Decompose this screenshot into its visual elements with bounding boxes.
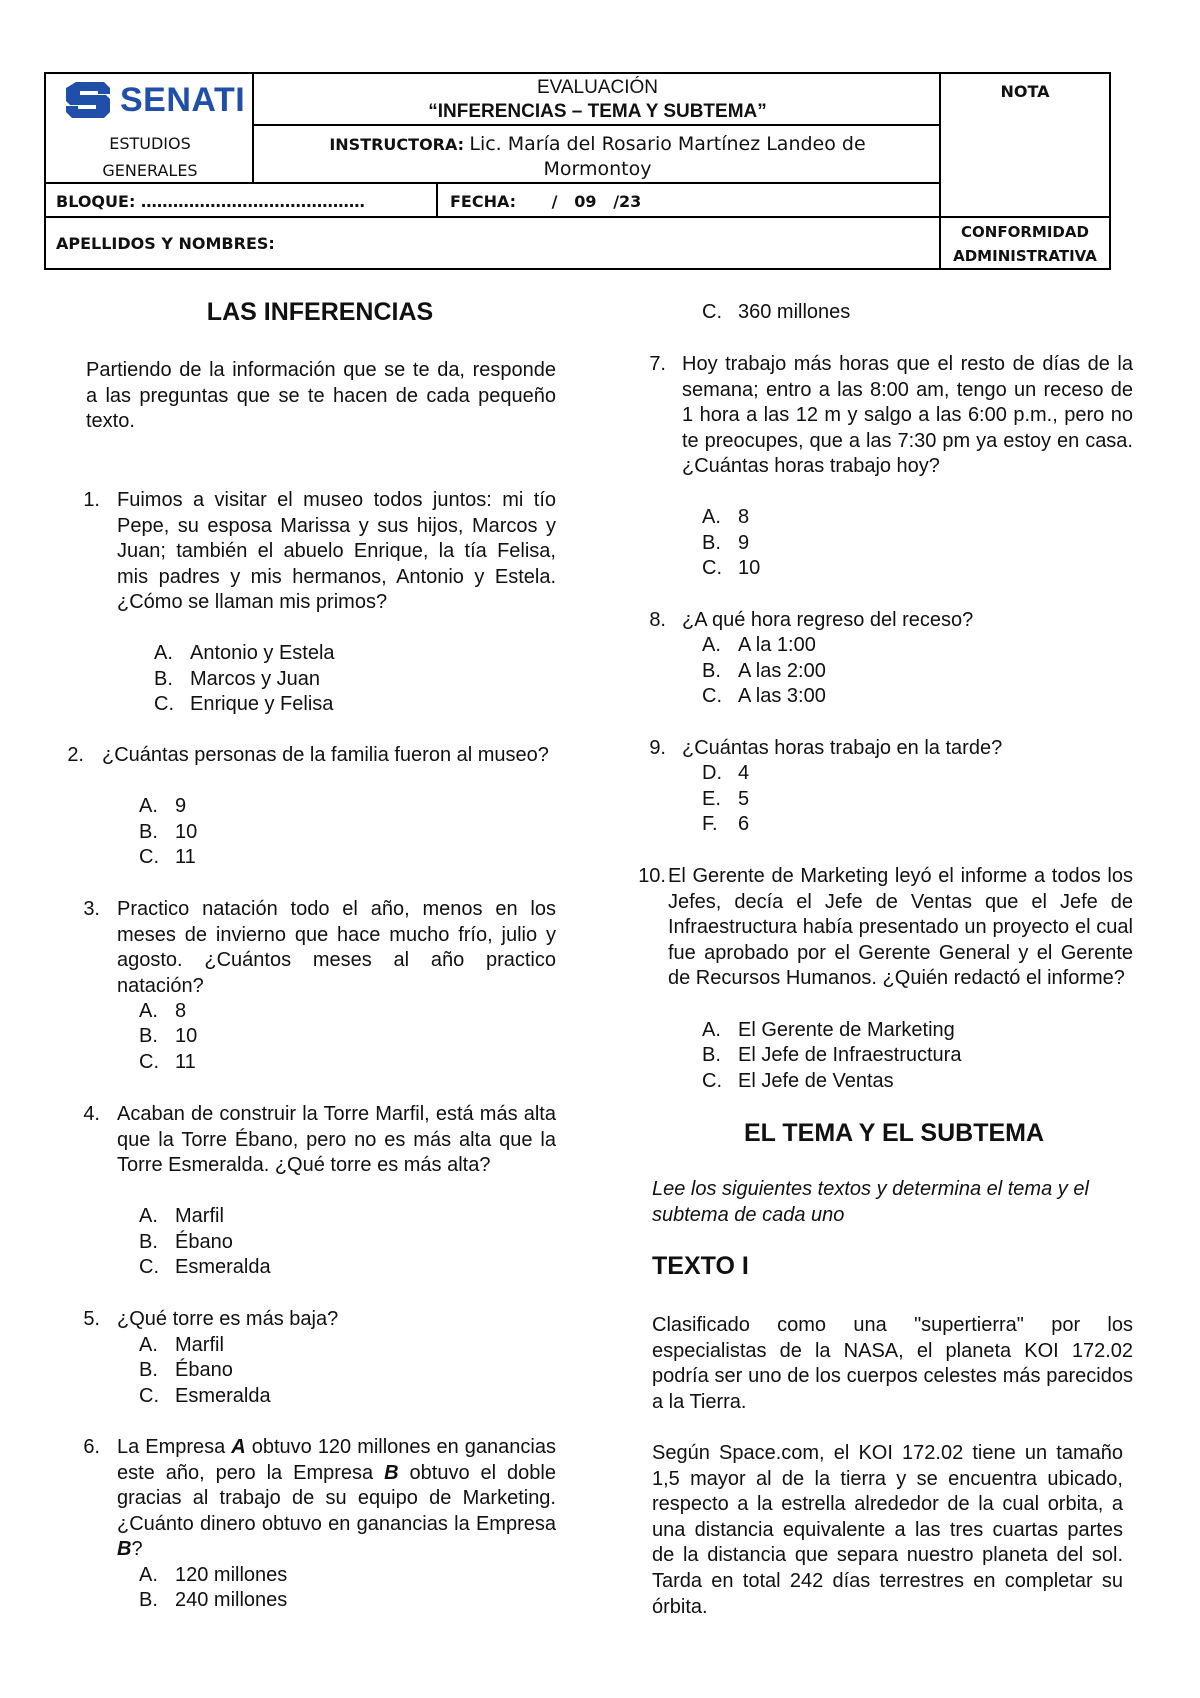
- evaluation-title-cell: [256, 74, 939, 126]
- option-letter: C.: [139, 1385, 159, 1407]
- option-letter: A.: [154, 642, 173, 664]
- question-text: ¿A qué hora regreso del receso?: [682, 609, 974, 631]
- option-text: 9: [175, 795, 187, 817]
- answer-option[interactable]: [702, 1069, 894, 1095]
- option-letter: C.: [702, 301, 722, 323]
- answer-option[interactable]: [139, 820, 197, 846]
- question-text: [117, 1435, 556, 1563]
- option-text: 120 millones: [175, 1564, 288, 1586]
- option-text: A las 2:00: [738, 660, 826, 682]
- option-letter: A.: [139, 1000, 158, 1022]
- answer-option[interactable]: [702, 684, 826, 710]
- option-letter: C.: [139, 846, 159, 868]
- question-text: ¿Cuántas personas de la familia fueron al museo?: [102, 744, 549, 766]
- company-b-label: B: [117, 1538, 132, 1561]
- option-letter: C.: [702, 557, 722, 579]
- grade-label: NOTA: [1000, 82, 1050, 101]
- block-label: BLOQUE: ……………………………………: [56, 192, 365, 211]
- question-text-part: La Empresa: [117, 1436, 232, 1458]
- option-text: Marfil: [175, 1334, 224, 1356]
- question-number: 4.: [83, 1103, 100, 1125]
- senati-logo: [64, 80, 245, 120]
- logo-cell: [46, 74, 254, 184]
- date-field[interactable]: [438, 186, 939, 216]
- option-text: 10: [738, 557, 761, 579]
- evaluation-label: EVALUACIÓN: [536, 77, 659, 98]
- option-letter: B.: [702, 1044, 721, 1066]
- answer-option[interactable]: [702, 1043, 961, 1069]
- company-b-label: B: [384, 1461, 399, 1484]
- option-text: 4: [738, 762, 750, 784]
- answer-option[interactable]: [139, 1358, 233, 1384]
- question-text: Fuimos a visitar el museo todos juntos: mi tío Pepe, su esposa Marissa y sus hijos, Marcos y Juan; también el abuelo Enrique, la tía Felisa, mis padres y mis hermanos, Antonio y Estela. ¿Cómo se llaman mis primos?: [117, 489, 556, 614]
- option-text: 9: [738, 532, 750, 554]
- option-text: 11: [175, 1051, 196, 1073]
- name-field[interactable]: [46, 218, 939, 270]
- answer-option[interactable]: [139, 845, 196, 871]
- option-letter: A.: [702, 506, 721, 528]
- option-letter: C.: [139, 1256, 159, 1278]
- option-text: Marcos y Juan: [190, 668, 321, 690]
- answer-option[interactable]: [139, 1588, 287, 1614]
- date-label: FECHA:: [450, 192, 517, 211]
- area-label: [46, 130, 254, 184]
- option-text: Marfil: [175, 1205, 224, 1227]
- instructor-label: INSTRUCTORA:: [329, 135, 465, 154]
- grade-cell[interactable]: [941, 74, 1109, 214]
- option-letter: F.: [702, 813, 718, 835]
- answer-option[interactable]: [139, 794, 186, 820]
- option-letter: E.: [702, 788, 721, 810]
- answer-option[interactable]: [154, 641, 335, 667]
- admin-approval-cell: [941, 218, 1109, 270]
- option-text: 6: [738, 813, 750, 835]
- option-text: 10: [175, 821, 198, 843]
- option-letter: D.: [702, 762, 722, 784]
- text-one-paragraph-1: Clasificado como una "supertierra" por los especialistas de la NASA, el planeta KOI 172.02 podría ser uno de los cuerpos celestes más parecidos a la Tierra.: [652, 1314, 1133, 1413]
- option-text: Ébano: [175, 1359, 233, 1381]
- name-label: APELLIDOS Y NOMBRES:: [56, 234, 275, 253]
- answer-option[interactable]: [139, 1024, 197, 1050]
- option-text: Enrique y Felisa: [190, 693, 334, 715]
- option-text: Esmeralda: [175, 1256, 271, 1278]
- option-letter: C.: [702, 685, 722, 707]
- answer-option[interactable]: [702, 505, 749, 531]
- area-label-line-1: ESTUDIOS: [109, 134, 191, 153]
- option-text: 8: [738, 506, 750, 528]
- question-number: 10.: [638, 865, 666, 887]
- text-one-paragraph-2: Según Space.com, el KOI 172.02 tiene un tamaño 1,5 mayor al de la tierra y se encuentra ubicado, respecto a la estrella alrededor de la cual orbita, a una distancia equivalente a las tres cuartas partes de la distancia que separa nuestro planeta del sol. Tarda en total 242 días terrestres en completar su órbita.: [652, 1442, 1123, 1618]
- option-text: A la 1:00: [738, 634, 816, 656]
- question-number: 9.: [649, 737, 666, 759]
- question-number: 2.: [67, 744, 84, 766]
- question-number: 1.: [83, 489, 100, 511]
- answer-option[interactable]: [702, 300, 850, 326]
- answer-option[interactable]: [139, 999, 186, 1025]
- option-letter: B.: [154, 668, 173, 690]
- option-text: 360 millones: [738, 301, 851, 323]
- instructor-cell: [256, 128, 939, 184]
- inferences-intro: Partiendo de la información que se te da, responde a las preguntas que se te hacen de cada pequeño texto.: [86, 359, 556, 433]
- question-text: El Gerente de Marketing leyó el informe a todos los Jefes, decía el Jefe de Ventas que el Jefe de Infraestructura había presentado un proyecto el cual fue aprobado por el Gerente General y el Gerente de Recursos Humanos. ¿Quién redactó el informe?: [668, 865, 1133, 990]
- option-text: 8: [175, 1000, 187, 1022]
- option-letter: A.: [139, 1205, 158, 1227]
- question-text-part: obtuvo el doble gracias al trabajo de su equipo de Marketing. ¿Cuánto dinero obtuvo en ganancias la Empresa: [117, 1461, 556, 1535]
- answer-option[interactable]: [702, 787, 749, 813]
- answer-option[interactable]: [154, 667, 320, 693]
- option-text: A las 3:00: [738, 685, 826, 707]
- evaluation-title: “INFERENCIAS – TEMA Y SUBTEMA”: [428, 101, 767, 122]
- instructor-name: Lic. María del Rosario Martínez Landeo de Mormontoy: [469, 133, 866, 180]
- option-letter: B.: [139, 1359, 158, 1381]
- question-number: 6.: [83, 1436, 100, 1458]
- answer-option[interactable]: [702, 531, 749, 557]
- option-letter: B.: [702, 532, 721, 554]
- option-letter: B.: [139, 821, 158, 843]
- senati-logo-icon: [64, 80, 112, 120]
- option-letter: A.: [139, 795, 158, 817]
- option-text: Ébano: [175, 1231, 233, 1253]
- question-text: ¿Qué torre es más baja?: [117, 1308, 339, 1330]
- answer-option[interactable]: [139, 1563, 287, 1589]
- option-text: Antonio y Estela: [190, 642, 335, 664]
- answer-option[interactable]: [702, 812, 749, 838]
- option-text: Esmeralda: [175, 1385, 271, 1407]
- option-letter: B.: [139, 1589, 158, 1611]
- exam-header-box: [44, 72, 1111, 270]
- area-label-line-2: GENERALES: [102, 161, 198, 180]
- answer-option[interactable]: [139, 1384, 271, 1410]
- option-text: El Jefe de Ventas: [738, 1070, 894, 1092]
- question-text: Acaban de construir la Torre Marfil, está más alta que la Torre Ébano, pero no es más alta que la Torre Esmeralda. ¿Qué torre es más alta?: [117, 1103, 556, 1177]
- answer-option[interactable]: [702, 659, 826, 685]
- answer-option[interactable]: [702, 633, 816, 659]
- answer-option[interactable]: [154, 692, 333, 718]
- option-letter: A.: [139, 1564, 158, 1586]
- admin-approval-line-2: ADMINISTRATIVA: [953, 247, 1097, 265]
- question-text: Hoy trabajo más horas que el resto de días de la semana; entro a las 8:00 am, tengo un receso de 1 hora a las 12 m y salgo a las 6:00 p.m., pero no te preocupes, que a las 7:30 pm ya estoy en casa. ¿Cuántas horas trabajo hoy?: [682, 353, 1133, 478]
- option-text: El Gerente de Marketing: [738, 1019, 955, 1041]
- option-letter: A.: [702, 1019, 721, 1041]
- question-text-part: obtuvo 120 millones en ganancias este año, pero la Empresa: [117, 1436, 556, 1484]
- question-text-part: ?: [131, 1538, 143, 1561]
- option-letter: A.: [702, 634, 721, 656]
- option-text: 240 millones: [175, 1589, 288, 1611]
- question-number: 8.: [649, 609, 666, 631]
- option-text: 11: [175, 846, 196, 868]
- theme-section-title: EL TEMA Y EL SUBTEMA: [743, 1119, 1045, 1147]
- admin-approval-line-1: CONFORMIDAD: [961, 223, 1089, 241]
- text-one-title: TEXTO I: [652, 1252, 749, 1280]
- question-number: 3.: [83, 898, 100, 920]
- option-text: El Jefe de Infraestructura: [738, 1044, 962, 1066]
- option-letter: B.: [702, 660, 721, 682]
- question-text: ¿Cuántas horas trabajo en la tarde?: [682, 737, 1003, 759]
- company-a-label: A: [231, 1436, 246, 1458]
- answer-option[interactable]: [702, 761, 749, 787]
- option-letter: B.: [139, 1231, 158, 1253]
- theme-instruction: Lee los siguientes textos y determina el tema y el subtema de cada uno: [652, 1178, 1089, 1226]
- option-letter: C.: [154, 693, 174, 715]
- option-letter: C.: [139, 1051, 159, 1073]
- question-number: 7.: [649, 353, 666, 375]
- answer-option[interactable]: [139, 1204, 224, 1230]
- question-text: Practico natación todo el año, menos en los meses de invierno que hace mucho frío, julio y agosto. ¿Cuántos meses al año practico natación?: [117, 898, 556, 997]
- answer-option[interactable]: [139, 1333, 224, 1359]
- option-text: 10: [175, 1025, 198, 1047]
- inferences-title: LAS INFERENCIAS: [206, 298, 434, 326]
- answer-option[interactable]: [139, 1230, 233, 1256]
- answer-option[interactable]: [139, 1255, 271, 1281]
- answer-option[interactable]: [702, 1018, 955, 1044]
- option-letter: C.: [702, 1070, 722, 1092]
- answer-option[interactable]: [702, 556, 760, 582]
- block-field[interactable]: [46, 186, 436, 216]
- option-text: 5: [738, 788, 750, 810]
- option-letter: B.: [139, 1025, 158, 1047]
- answer-option[interactable]: [139, 1050, 196, 1076]
- date-value: / 09 /23: [551, 192, 642, 211]
- question-number: 5.: [83, 1308, 100, 1330]
- logo-text: SENATI: [120, 80, 246, 119]
- option-letter: A.: [139, 1334, 158, 1356]
